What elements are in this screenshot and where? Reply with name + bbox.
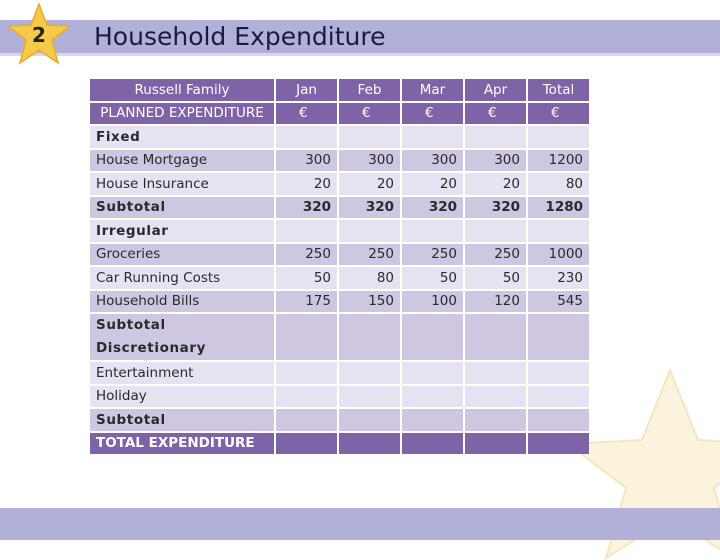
value-cell: 20 (465, 173, 526, 195)
value-cell: 250 (339, 244, 400, 266)
month-header: Apr (465, 79, 526, 101)
value-cell: 20 (339, 173, 400, 195)
bottom-band (0, 508, 720, 540)
slide-number: 2 (32, 23, 46, 47)
value-cell: 230 (528, 267, 589, 289)
subtotal-row (90, 314, 589, 360)
total-header: Total (528, 79, 589, 101)
family-header: Russell Family (90, 79, 274, 101)
section-label: Irregular (90, 220, 274, 242)
subtotal-label: Subtotal (90, 197, 274, 219)
value-cell: 250 (276, 244, 337, 266)
subtotal-row (90, 409, 589, 431)
value-cell: 545 (528, 291, 589, 313)
value-cell: 100 (402, 291, 463, 313)
value-cell: 150 (339, 291, 400, 313)
currency-cell: € (276, 103, 337, 125)
value-cell: 80 (339, 267, 400, 289)
month-header: Mar (402, 79, 463, 101)
currency-cell: € (528, 103, 589, 125)
value-cell: 300 (276, 150, 337, 172)
value-cell: 20 (402, 173, 463, 195)
row-label: Car Running Costs (90, 267, 274, 289)
table-row (90, 362, 589, 384)
value-cell: 250 (465, 244, 526, 266)
total-label: TOTAL EXPENDITURE (90, 433, 274, 455)
value-cell: 175 (276, 291, 337, 313)
row-label: House Mortgage (90, 150, 274, 172)
slide-title: Household Expenditure (94, 22, 386, 51)
table-subheader-row (90, 103, 589, 125)
value-cell: 300 (465, 150, 526, 172)
value-cell: 1000 (528, 244, 589, 266)
section-row-irregular (90, 220, 589, 242)
subtotal-label: Subtotal (96, 317, 166, 333)
value-cell: 20 (276, 173, 337, 195)
row-label: Groceries (90, 244, 274, 266)
currency-cell: € (465, 103, 526, 125)
row-label: Household Bills (90, 291, 274, 313)
value-cell: 50 (465, 267, 526, 289)
expenditure-table (88, 77, 591, 456)
subtotal-cell: 320 (402, 197, 463, 219)
subtotal-cell: 320 (276, 197, 337, 219)
section-row-fixed (90, 126, 589, 148)
month-header: Jan (276, 79, 337, 101)
table-row (90, 267, 589, 289)
subtotal-label: Subtotal (90, 409, 274, 431)
value-cell: 50 (276, 267, 337, 289)
table-row (90, 150, 589, 172)
value-cell: 120 (465, 291, 526, 313)
subtotal-row (90, 197, 589, 219)
section-label: Discretionary (96, 340, 207, 356)
month-header: Feb (339, 79, 400, 101)
table-row (90, 386, 589, 408)
value-cell: 80 (528, 173, 589, 195)
table-header-row (90, 79, 589, 101)
subtotal-cell: 1280 (528, 197, 589, 219)
total-expenditure-row (90, 433, 589, 455)
table-row (90, 291, 589, 313)
planned-expenditure-header: PLANNED EXPENDITURE (90, 103, 274, 125)
row-label: Entertainment (90, 362, 274, 384)
row-label: Holiday (90, 386, 274, 408)
subtotal-cell: 320 (339, 197, 400, 219)
subtotal-cell: 320 (465, 197, 526, 219)
currency-cell: € (402, 103, 463, 125)
value-cell: 300 (339, 150, 400, 172)
value-cell: 250 (402, 244, 463, 266)
table-row (90, 173, 589, 195)
value-cell: 50 (402, 267, 463, 289)
section-label: Fixed (90, 126, 274, 148)
row-label: House Insurance (90, 173, 274, 195)
value-cell: 1200 (528, 150, 589, 172)
table-row (90, 244, 589, 266)
value-cell: 300 (402, 150, 463, 172)
currency-cell: € (339, 103, 400, 125)
